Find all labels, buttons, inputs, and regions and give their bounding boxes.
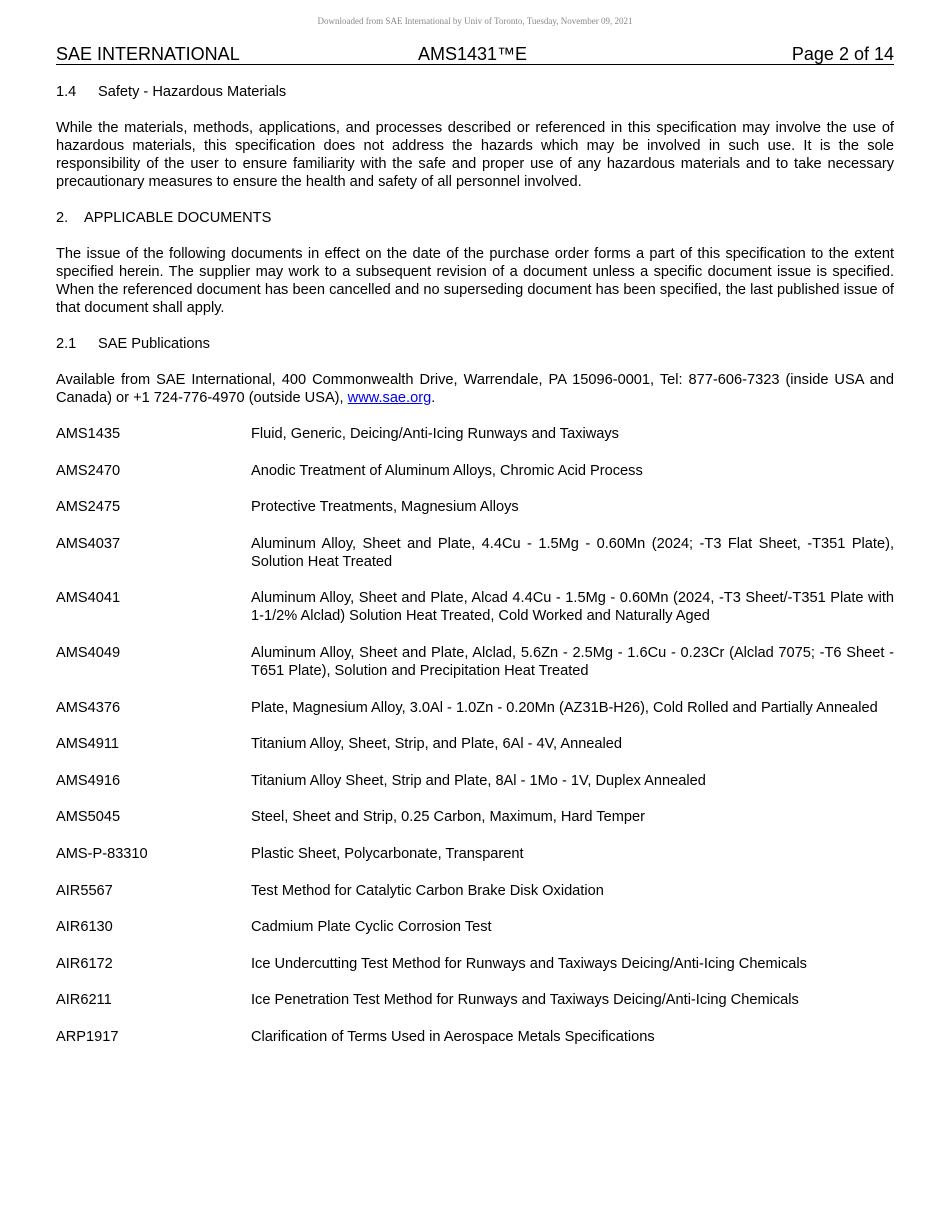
document-code: AMS2470 — [56, 462, 121, 479]
document-title: Titanium Alloy, Sheet, Strip, and Plate, 6Al - 4V, Annealed — [251, 736, 623, 753]
document-title: Anodic Treatment of Aluminum Alloys, Chromic Acid Process — [251, 462, 643, 479]
document-row — [56, 955, 894, 973]
document-row — [56, 699, 894, 717]
document-code: AMS4041 — [56, 590, 121, 607]
header-document-id: AMS1431™E — [418, 44, 528, 64]
document-code: AIR6172 — [56, 955, 113, 972]
applicable-documents-paragraph: The issue of the following documents in effect on the date of the purchase order forms a part of this specification to the extent specified herein. The supplier may work to a subsequent revision of a document unless a specific document issue is specified. When the referenced document has been cancelled and no superseding document has been specified, the last published issue of that document shall apply. — [56, 246, 894, 316]
document-title: Aluminum Alloy, Sheet and Plate, Alcad 4.4Cu - 1.5Mg - 0.60Mn (2024, -T3 Sheet/-T351 Plate with 1-1/2% Alclad) Solution Heat Treated, Cold Worked and Naturally Aged — [251, 590, 894, 625]
document-row — [56, 845, 894, 863]
document-code: AIR5567 — [56, 882, 113, 899]
document-code: AMS2475 — [56, 499, 121, 516]
document-row — [56, 991, 894, 1009]
header-organization: SAE INTERNATIONAL — [56, 44, 240, 64]
referenced-documents-list — [56, 425, 894, 1046]
document-code: AMS4037 — [56, 535, 121, 552]
document-code: AMS-P-83310 — [56, 845, 148, 862]
section-heading-2-1 — [56, 335, 894, 353]
document-row — [56, 462, 894, 480]
document-row — [56, 808, 894, 826]
document-title: Ice Penetration Test Method for Runways and Taxiways Deicing/Anti-Icing Chemicals — [251, 992, 799, 1009]
safety-paragraph: While the materials, methods, applications, and processes described or referenced in this specification may involve the use of hazardous materials, this specification does not address the hazards which may be involved in such use. It is the sole responsibility of the user to ensure familiarity with the safe and proper use of any hazardous materials and to take necessary precautionary measures to ensure the health and safety of all personnel involved. — [56, 120, 894, 190]
document-row — [56, 882, 894, 900]
page-header — [56, 44, 894, 65]
document-row — [56, 589, 894, 625]
download-watermark: Downloaded from SAE International by Univ of Toronto, Tuesday, November 09, 2021 — [317, 16, 633, 26]
document-code: AMS4049 — [56, 644, 121, 661]
header-page-number: Page 2 of 14 — [791, 44, 894, 64]
section-number: 2. — [56, 210, 69, 226]
sae-website-link[interactable]: www.sae.org — [347, 390, 432, 406]
document-title: Fluid, Generic, Deicing/Anti-Icing Runways and Taxiways — [251, 426, 619, 442]
section-title: Safety - Hazardous Materials — [98, 84, 287, 100]
document-title: Steel, Sheet and Strip, 0.25 Carbon, Maximum, Hard Temper — [251, 809, 645, 826]
document-title: Cadmium Plate Cyclic Corrosion Test — [251, 919, 492, 936]
document-title: Plate, Magnesium Alloy, 3.0Al - 1.0Zn - 0.20Mn (AZ31B-H26), Cold Rolled and Partially Annealed — [251, 699, 878, 716]
document-code: AMS1435 — [56, 426, 121, 442]
section-title: SAE Publications — [98, 336, 210, 352]
section-number: 2.1 — [56, 336, 77, 352]
document-code: AMS5045 — [56, 809, 121, 826]
section-title: APPLICABLE DOCUMENTS — [84, 210, 272, 226]
document-title: Test Method for Catalytic Carbon Brake Disk Oxidation — [251, 882, 604, 899]
document-title: Protective Treatments, Magnesium Alloys — [251, 499, 519, 516]
document-row — [56, 425, 894, 443]
document-code: AMS4911 — [56, 736, 120, 753]
document-code: AIR6130 — [56, 919, 113, 936]
document-code: ARP1917 — [56, 1028, 119, 1045]
document-row — [56, 498, 894, 516]
document-row — [56, 772, 894, 790]
document-row — [56, 735, 894, 753]
document-row — [56, 644, 894, 680]
section-number: 1.4 — [56, 84, 77, 100]
document-row — [56, 535, 894, 571]
document-row — [56, 1028, 894, 1046]
availability-period: . — [431, 390, 436, 406]
availability-text: Available from SAE International, 400 Commonwealth Drive, Warrendale, PA 15096-0001, Tel: 877-606-7323 (inside USA and Canada) or +1 724-776-4970 (outside USA), — [56, 372, 894, 406]
document-code: AMS4376 — [56, 699, 121, 716]
document-title: Ice Undercutting Test Method for Runways and Taxiways Deicing/Anti-Icing Chemicals — [251, 955, 807, 972]
document-code: AIR6211 — [56, 992, 112, 1009]
document-title: Plastic Sheet, Polycarbonate, Transparent — [251, 845, 524, 862]
page-body — [56, 83, 894, 1065]
document-title: Titanium Alloy Sheet, Strip and Plate, 8Al - 1Mo - 1V, Duplex Annealed — [251, 772, 706, 789]
document-title: Clarification of Terms Used in Aerospace Metals Specifications — [251, 1028, 655, 1045]
section-heading-2 — [56, 209, 894, 227]
document-code: AMS4916 — [56, 772, 121, 789]
document-title: Aluminum Alloy, Sheet and Plate, Alclad, 5.6Zn - 2.5Mg - 1.6Cu - 0.23Cr (Alclad 7075; -T6 Sheet -T651 Plate), Solution and Precipitation Heat Treated — [251, 644, 894, 679]
section-heading-1-4 — [56, 83, 894, 101]
sae-availability-paragraph — [56, 371, 894, 407]
document-row — [56, 918, 894, 936]
document-title: Aluminum Alloy, Sheet and Plate, 4.4Cu - 1.5Mg - 0.60Mn (2024; -T3 Flat Sheet, -T351 Plate), Solution Heat Treated — [251, 535, 894, 570]
